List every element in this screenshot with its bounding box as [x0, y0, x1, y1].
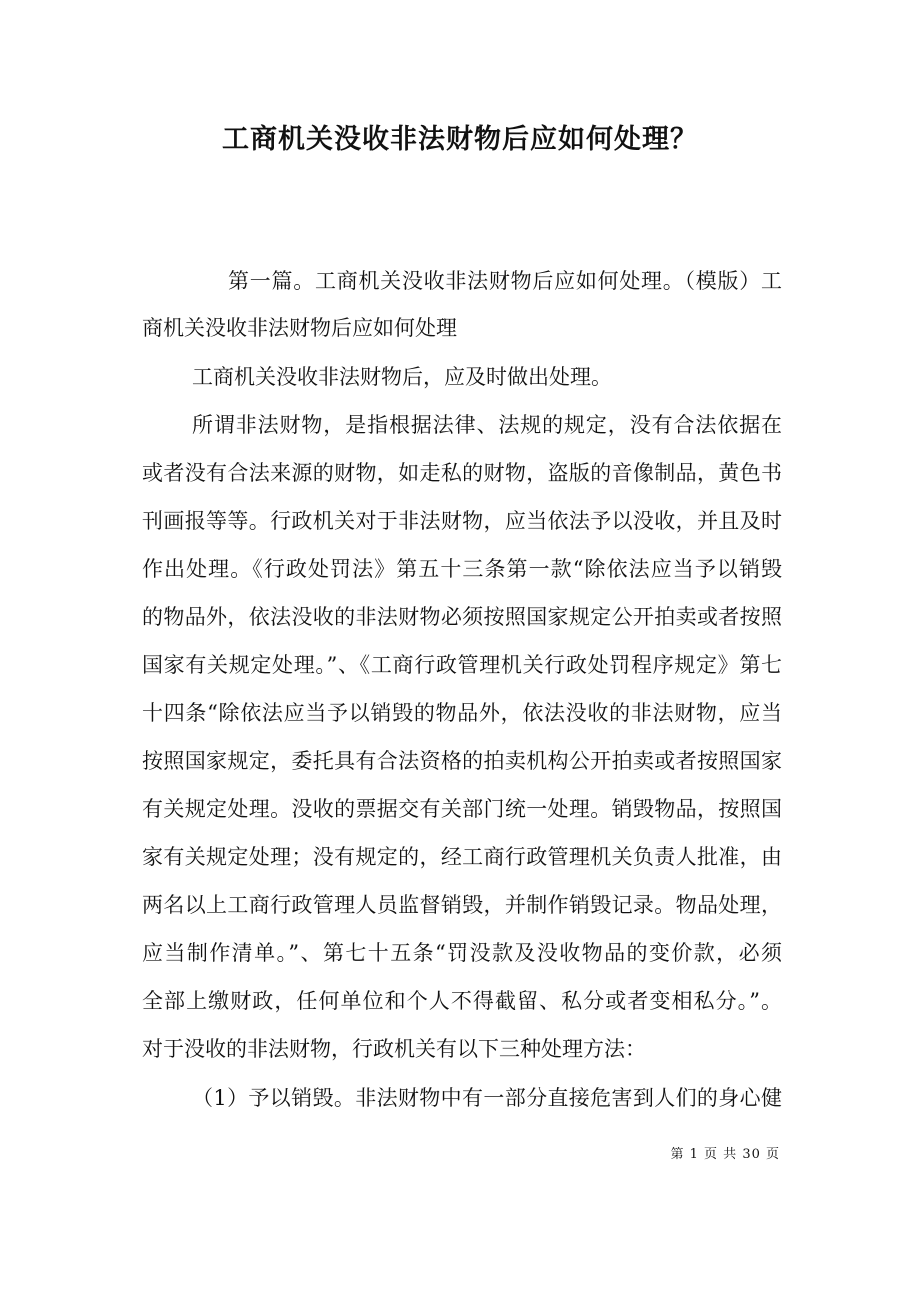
body-line: 所谓非法财物，是指根据法律、法规的规定，没有合法依据在	[192, 413, 782, 437]
body-line: 两名以上工商行政管理人员监督销毁，并制作销毁记录。物品处理，	[142, 893, 782, 917]
body-line: 或者没有合法来源的财物，如走私的财物，盗版的音像制品，黄色书	[142, 461, 782, 485]
body-line: 的物品外，依法没收的非法财物必须按照国家规定公开拍卖或者按照	[142, 605, 782, 629]
body-line: 十四条“除依法应当予以销毁的物品外，依法没收的非法财物，应当	[142, 701, 782, 725]
page-number-footer: 第 1 页 共 30 页	[670, 1147, 780, 1162]
document-title: 工商机关没收非法财物后应如何处理？	[222, 124, 698, 155]
body-line: 家有关规定处理；没有规定的，经工商行政管理机关负责人批准，由	[142, 845, 782, 869]
body-line: 按照国家规定，委托具有合法资格的拍卖机构公开拍卖或者按照国家	[142, 749, 782, 773]
body-line: 第一篇。工商机关没收非法财物后应如何处理。（模版）工	[228, 269, 782, 293]
body-line: 作出处理。《行政处罚法》第五十三条第一款“除依法应当予以销毁	[142, 557, 782, 581]
body-line: （1）予以销毁。非法财物中有一部分直接危害到人们的身心健	[192, 1086, 782, 1110]
body-line: 对于没收的非法财物，行政机关有以下三种处理方法：	[142, 1037, 646, 1061]
body-line: 工商机关没收非法财物后，应及时做出处理。	[192, 365, 612, 389]
body-line: 全部上缴财政，任何单位和个人不得截留、私分或者变相私分。”。	[142, 989, 782, 1013]
body-line: 国家有关规定处理。”、《工商行政管理机关行政处罚程序规定》第七	[142, 653, 782, 677]
body-line: 有关规定处理。没收的票据交有关部门统一处理。销毁物品，按照国	[142, 797, 782, 821]
body-line: 刊画报等等。行政机关对于非法财物，应当依法予以没收，并且及时	[142, 509, 782, 533]
body-line: 应当制作清单。”、第七十五条“罚没款及没收物品的变价款，必须	[142, 941, 782, 965]
body-line: 商机关没收非法财物后应如何处理	[142, 316, 457, 340]
